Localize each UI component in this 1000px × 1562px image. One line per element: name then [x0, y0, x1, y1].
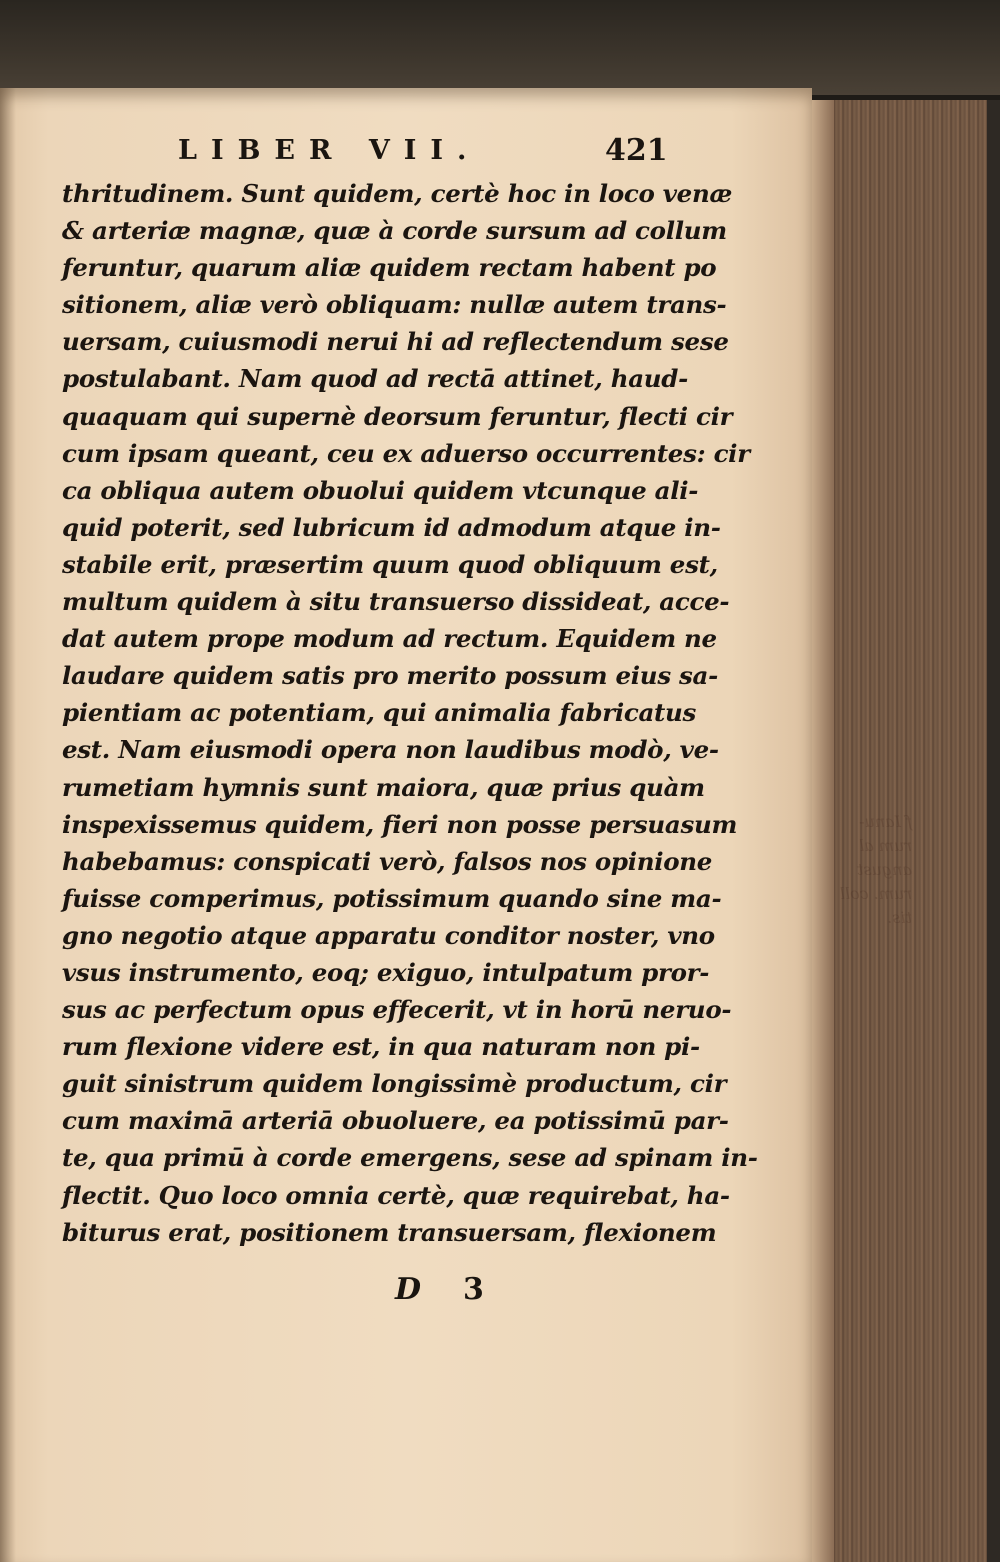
text-line: te, qua primū à corde emergens, sese ad spinam in-	[62, 1143, 758, 1173]
text-line: multum quidem à situ transuerso dissideat, acce-	[62, 587, 730, 617]
text-line: est. Nam eiusmodi opera non laudibus modò, ve-	[62, 735, 719, 765]
text-line: thritudinem. Sunt quidem, certè hoc in loco venæ	[62, 179, 733, 208]
spine-shadow	[0, 88, 16, 1562]
text-line: feruntur, quarum aliæ quidem rectam habent po	[62, 253, 717, 283]
text-line: biturus erat, positionem transuersam, flexionem	[62, 1217, 717, 1247]
text-line: guit sinistrum quidem longissimè productum, cir	[62, 1069, 727, 1099]
text-line: cum maximā arteriā obuoluere, ea potissimū par-	[62, 1106, 729, 1136]
bleed-line: f Ianu-	[859, 812, 912, 831]
body-text	[62, 175, 758, 1251]
text-line: quaquam qui supernè deorsum feruntur, flecti cir	[62, 401, 733, 431]
signature-mark: D	[395, 1272, 422, 1307]
text-line: ca obliqua autem obuolui quidem vtcunque ali-	[62, 475, 699, 505]
page-header	[60, 133, 668, 175]
text-line: habebamus: conspicati verò, falsos nos opinione	[62, 846, 713, 876]
text-line: laudare quidem satis pro merito possum eius sa-	[62, 661, 718, 691]
text-line: rum flexione videre est, in qua naturam non pi-	[62, 1032, 700, 1062]
text-line: rumetiam hymnis sunt maiora, quæ prius quàm	[62, 772, 705, 802]
text-line: pientiam ac potentiam, qui animalia fabricatus	[62, 698, 697, 728]
bleed-line: angust	[856, 860, 912, 879]
text-line: cum ipsam queant, ceu ex aduerso occurrentes: cir	[62, 438, 750, 468]
text-line: sus ac perfectum opus effecerit, vt in horū neruo-	[62, 995, 732, 1025]
gathering-number: 3	[463, 1272, 484, 1307]
page-footer	[395, 1272, 515, 1312]
bleed-line: rum. coll	[839, 884, 912, 903]
text-line: sitionem, aliæ verò obliquam: nullæ autem trans-	[62, 290, 727, 320]
text-line: dat autem prope modum ad rectum. Equidem ne	[62, 624, 717, 654]
text-line: uersam, cuiusmodi nerui hi ad reflectendum sese	[62, 327, 729, 357]
bleed-through-text	[822, 810, 912, 960]
text-line: quid poterit, sed lubricum id admodum atque in-	[62, 512, 721, 542]
bleed-line: tis.	[887, 908, 912, 927]
running-title: LIBER VII.	[178, 135, 481, 166]
text-line: gno negotio atque apparatu conditor noster, vno	[62, 920, 715, 950]
page-number: 421	[605, 133, 668, 168]
text-line: stabile erit, præsertim quum quod obliquum est,	[62, 549, 718, 579]
text-line: postulabant. Nam quod ad rectā attinet, haud-	[62, 364, 689, 394]
bleed-line: rum al	[859, 836, 912, 855]
text-line: & arteriæ magnæ, quæ à corde sursum ad collum	[62, 216, 727, 246]
book-top-shadow	[0, 0, 1000, 95]
text-line: inspexissemus quidem, fieri non posse persuasum	[62, 809, 738, 839]
text-line: vsus instrumento, eoq; exiguo, intulpatum pror-	[62, 957, 710, 987]
text-line: flectit. Quo loco omnia certè, quæ requirebat, ha-	[62, 1180, 730, 1210]
text-line: fuisse comperimus, potissimum quando sine ma-	[62, 883, 722, 913]
